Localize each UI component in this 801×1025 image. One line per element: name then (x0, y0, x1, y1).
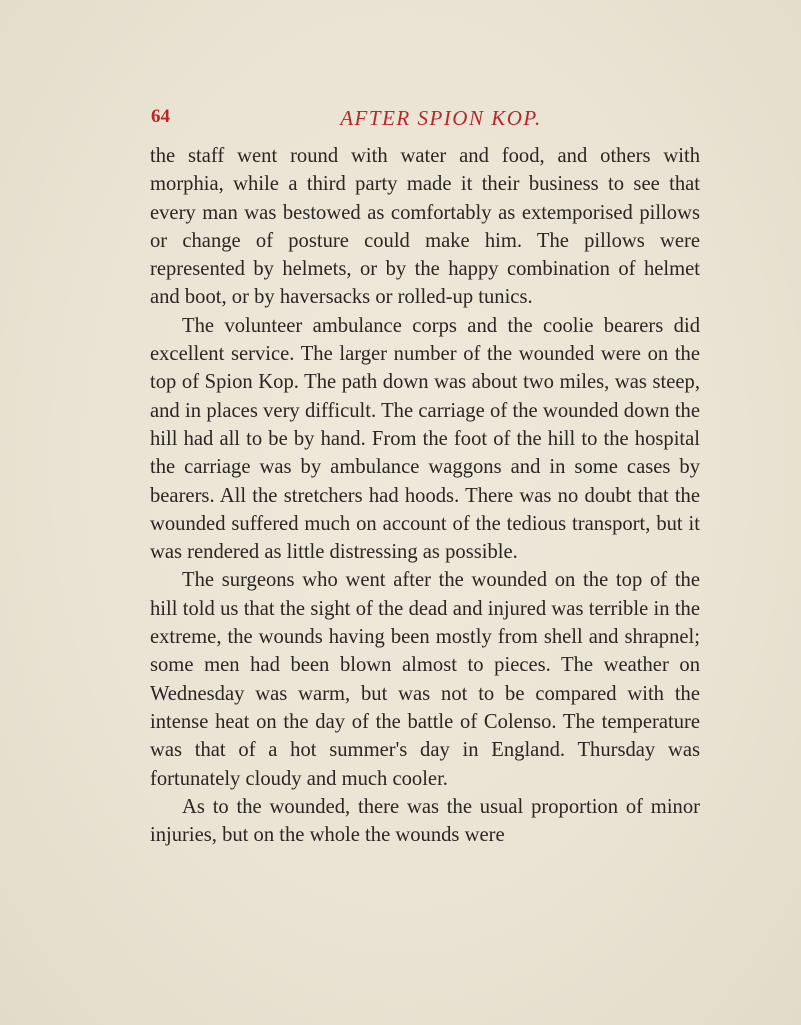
running-head: AFTER SPION KOP. (340, 106, 542, 130)
paragraph: The surgeons who went after the wounded on the top of the hill told us that the sight of the dead and injured was terrible in the extreme, the wounds having been mostly from shell and shrapnel; some men had been blown almost to pieces. The weather on Wednesday was warm, but was not to be compared with the intense heat on the day of the battle of Colenso. The temperature was that of a hot summer's day in England. Thursday was fortunately cloudy and much cooler. (150, 569, 700, 790)
paragraph: The volunteer ambulance corps and the coolie bearers did excellent service. The larger number of the wounded were on the top of Spion Kop. The path down was about two miles, was steep, and in places very difficult. The carriage of the wounded down the hill had all to be by hand. From the foot of the hill to the hospital the carriage was by ambulance waggons and in some cases by bearers. All the stretchers had hoods. There was no doubt that the wounded suffered much on account of the tedious transport, but it was rendered as little distressing as possible. (150, 314, 700, 564)
page-header (151, 106, 731, 136)
paragraph: As to the wounded, there was the usual proportion of minor injuries, but on the whole the wounds were (150, 795, 700, 847)
body-text (150, 142, 700, 849)
paragraph: the staff went round with water and food, and others with morphia, while a third party made it their business to see that every man was bestowed as comfortably as extemporised pillows or change of posture could make him. The pillows were represented by helmets, or by the happy combination of helmet and boot, or by haversacks or rolled-up tunics. (150, 145, 700, 309)
page-number: 64 (151, 106, 170, 127)
